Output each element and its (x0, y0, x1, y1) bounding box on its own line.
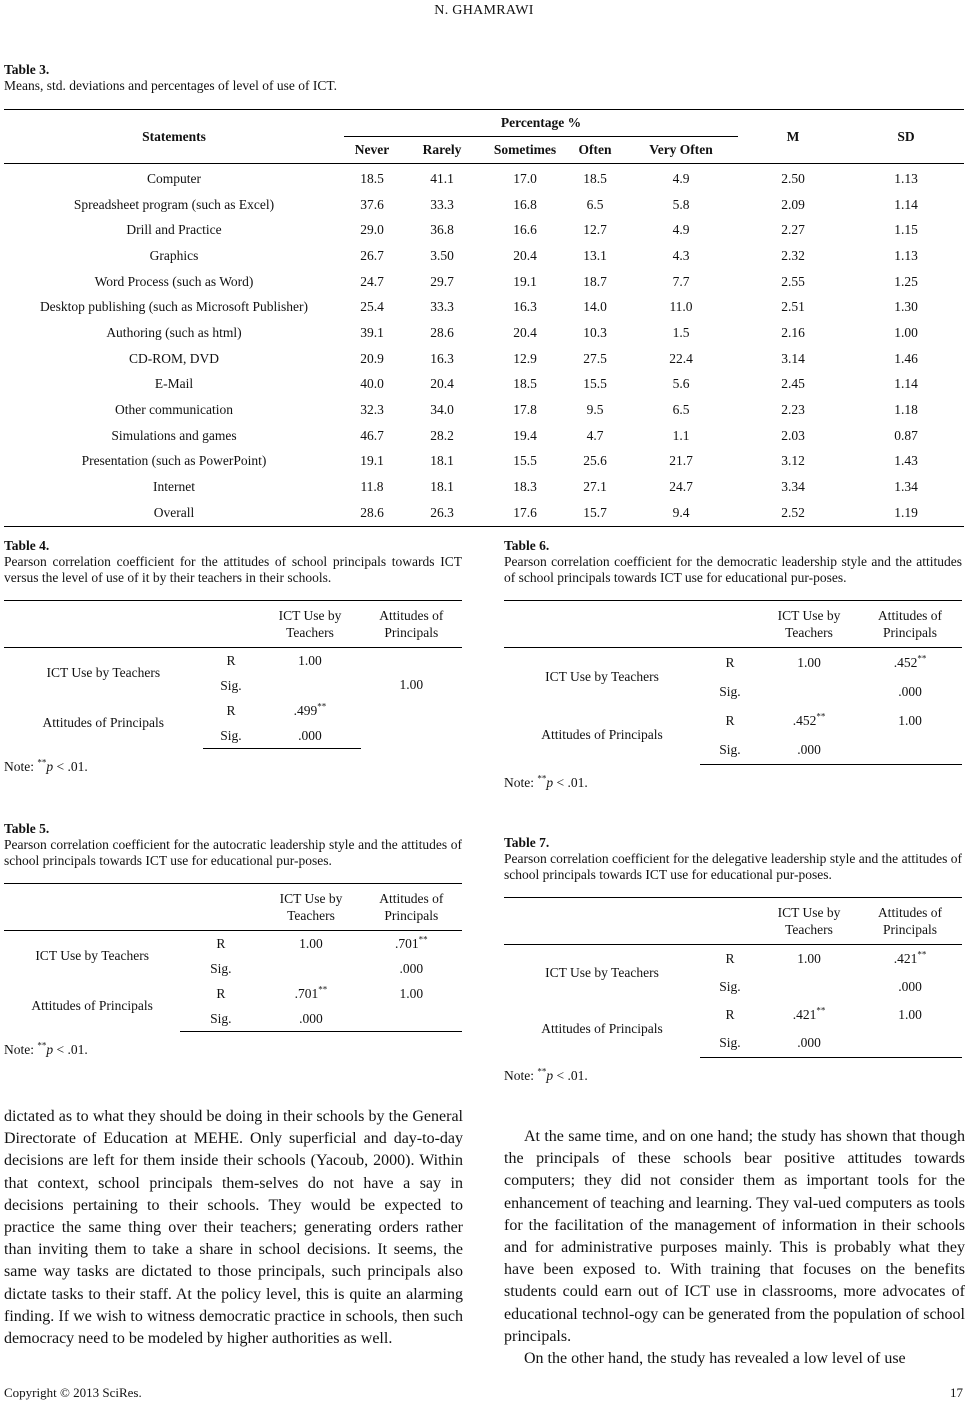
paragraph: On the other hand, the study has revealed a low level of use (524, 1350, 906, 1368)
value-cell: 34.0 (430, 402, 454, 418)
value-cell: 18.1 (430, 453, 454, 469)
value-cell: 5.8 (672, 196, 690, 212)
value-cell: 7.7 (672, 273, 690, 289)
empty-header (203, 601, 260, 648)
value-cell: 9.5 (586, 402, 604, 418)
empty-header (4, 884, 180, 931)
col-attitudes: Attitudes of Principals (361, 601, 462, 648)
value-cell: 6.5 (672, 402, 690, 418)
value-cell: 13.1 (583, 247, 607, 263)
statement-cell: Internet (153, 479, 195, 495)
value-cell: 16.6 (513, 222, 537, 238)
value-cell: 18.5 (513, 376, 537, 392)
value-cell: 16.3 (430, 350, 454, 366)
cell (858, 1029, 962, 1058)
cell: .000 (760, 735, 858, 765)
value-cell: 26.3 (400, 500, 484, 526)
value-cell: 24.7 (360, 273, 384, 289)
table-row (4, 500, 964, 526)
cell: .701** (294, 984, 328, 1001)
stat-sig: Sig. (220, 677, 242, 693)
table-6-grid (504, 600, 962, 765)
cell: .499** (293, 701, 327, 718)
value-cell: 28.2 (430, 427, 454, 443)
table-5 (4, 821, 462, 1058)
value-cell: 20.9 (360, 350, 384, 366)
value-cell: 20.4 (430, 376, 454, 392)
value-cell: 2.52 (738, 500, 848, 526)
cell: .421** (893, 949, 927, 966)
stat-sig: Sig. (719, 683, 741, 699)
value-cell: 29.7 (430, 273, 454, 289)
row-attitudes: Attitudes of Principals (31, 998, 153, 1014)
table-5-note: Note: **p < .01. (4, 1040, 88, 1057)
value-cell: 1.00 (894, 324, 918, 340)
cell: .000 (261, 1006, 360, 1032)
cell: 1.00 (898, 1007, 922, 1022)
col-ict-use: ICT Use by Teachers (760, 601, 858, 648)
value-cell: 1.46 (894, 350, 918, 366)
col-percentage: Percentage % (344, 110, 738, 137)
value-cell: 18.5 (583, 170, 607, 186)
value-cell: 15.5 (583, 376, 607, 392)
statement-cell: Authoring (such as html) (106, 324, 242, 340)
value-cell: 12.9 (513, 350, 537, 366)
row-ict-use: ICT Use by Teachers (545, 965, 659, 980)
cell: .000 (399, 960, 424, 976)
value-cell: 40.0 (360, 376, 384, 392)
value-cell: 11.0 (669, 299, 693, 315)
table-3-caption: Means, std. deviations and percentages of level of use of ICT. (4, 78, 338, 93)
value-cell: 1.25 (894, 273, 918, 289)
paragraph: At the same time, and on one hand; the study has shown that though the principals of these schools bear positive attitudes towards computers; they did not consider them as important tools for the enhancement of teaching and learning. They val-ued computers as tools for the facilitation of the management of information in their schools and for administrative purposes mainly. This is probably what they have been exposed to. With training that focuses on the benefits students could earn out of ICT use in classrooms, more advocates of educational technol-ogy can be generated from the population of school principals. (504, 1128, 965, 1345)
value-cell: 17.6 (484, 500, 566, 526)
cell: .000 (898, 683, 922, 699)
table-4-note: Note: **p < .01. (4, 757, 88, 774)
table-row (4, 294, 964, 320)
table-3-label: Table 3. (4, 62, 50, 77)
value-cell: 29.0 (360, 222, 384, 238)
cell: 1.00 (399, 985, 424, 1001)
cell (261, 956, 360, 981)
body-text-right (504, 1126, 965, 1370)
statement-cell: E-Mail (154, 376, 194, 392)
stat-r: R (226, 702, 236, 718)
value-cell: 33.3 (430, 196, 454, 212)
col-attitudes: Attitudes of Principals (361, 884, 462, 931)
cell: 1.00 (399, 677, 424, 692)
value-cell: 19.1 (360, 453, 384, 469)
table-5-caption: Pearson correlation coefficient for the autocratic leadership style and the attitudes of school principals towards ICT use for educational pur-poses. (4, 837, 462, 868)
value-cell: 4.9 (672, 222, 690, 238)
cell: 1.00 (299, 935, 323, 951)
table-row (4, 192, 964, 218)
value-cell: 4.3 (672, 247, 690, 263)
value-cell: 46.7 (360, 427, 384, 443)
value-cell: 9.4 (624, 500, 738, 526)
stat-r: R (216, 985, 226, 1001)
value-cell: 27.1 (583, 479, 607, 495)
stat-r: R (725, 712, 735, 728)
value-cell: 15.7 (566, 500, 624, 526)
value-cell: 18.5 (360, 170, 384, 186)
table-6-note: Note: **p < .01. (504, 773, 588, 790)
table-row (4, 164, 964, 192)
value-cell: 3.14 (781, 350, 805, 366)
table-5-label: Table 5. (4, 821, 50, 836)
value-cell: 11.8 (360, 479, 384, 495)
cell: 1.00 (797, 951, 821, 966)
statement-cell: Desktop publishing (such as Microsoft Publisher) (39, 299, 309, 315)
empty-header (700, 898, 760, 945)
value-cell: 2.16 (781, 324, 805, 340)
value-cell: 21.7 (669, 453, 693, 469)
table-5-grid (4, 883, 462, 1032)
cell: 1.00 (298, 652, 322, 668)
body-text-left (4, 1106, 463, 1350)
value-cell: 2.45 (781, 376, 805, 392)
value-cell: 6.5 (586, 196, 604, 212)
value-cell: 0.87 (894, 427, 918, 443)
value-cell: 36.8 (430, 222, 454, 238)
table-4-grid (4, 600, 462, 749)
value-cell: 16.3 (513, 299, 537, 315)
col-often: Often (566, 137, 624, 164)
cell: .701** (395, 934, 428, 951)
value-cell: 1.43 (894, 453, 918, 469)
value-cell: 24.7 (669, 479, 693, 495)
value-cell: 5.6 (672, 376, 690, 392)
value-cell: 20.4 (513, 247, 537, 263)
value-cell: 2.09 (781, 196, 805, 212)
empty-header (504, 601, 700, 648)
value-cell: 1.1 (672, 427, 690, 443)
value-cell: 4.9 (672, 170, 690, 186)
value-cell: 33.3 (430, 299, 454, 315)
value-cell: 1.34 (894, 479, 918, 495)
value-cell: 1.30 (894, 299, 918, 315)
value-cell: 1.14 (894, 196, 918, 212)
col-statements: Statements (4, 110, 344, 164)
value-cell: 2.32 (781, 247, 805, 263)
value-cell: 1.18 (894, 402, 918, 418)
value-cell: 22.4 (669, 350, 693, 366)
row-attitudes: Attitudes of Principals (541, 1021, 663, 1037)
value-cell: 3.34 (781, 479, 805, 495)
value-cell: 1.5 (672, 324, 690, 340)
col-never: Never (344, 137, 400, 164)
table-row (4, 372, 964, 398)
stat-sig: Sig. (719, 979, 741, 994)
value-cell: 20.4 (513, 324, 537, 340)
statement-cell: CD-ROM, DVD (128, 350, 219, 366)
value-cell: 17.0 (513, 170, 537, 186)
row-ict-use: ICT Use by Teachers (35, 948, 149, 963)
table-row (4, 474, 964, 500)
cell: 1.00 (797, 654, 821, 670)
table-3-grid (4, 109, 964, 527)
col-sometimes: Sometimes (484, 137, 566, 164)
stat-r: R (226, 652, 236, 668)
value-cell: 37.6 (360, 196, 384, 212)
statement-cell: Other communication (114, 402, 234, 418)
stat-sig: Sig. (700, 1029, 760, 1058)
cell (361, 1006, 462, 1032)
stat-r: R (216, 935, 226, 951)
statement-cell: Spreadsheet program (such as Excel) (73, 196, 275, 212)
cell: 1.00 (898, 712, 922, 728)
table-7-caption: Pearson correlation coefficient for the delegative leadership style and the attitudes of school principals towards ICT use for educational pur-poses. (504, 851, 962, 882)
table-row (4, 217, 964, 243)
statement-cell: Graphics (149, 247, 199, 263)
cell: .452** (792, 711, 826, 728)
cell: .000 (898, 979, 922, 994)
col-sd: SD (848, 110, 964, 164)
statement-cell: Word Process (such as Word) (94, 273, 254, 289)
table-row (4, 346, 964, 372)
value-cell: 18.3 (513, 479, 537, 495)
value-cell: 2.50 (781, 170, 805, 186)
empty-header (504, 898, 700, 945)
table-7-note: Note: **p < .01. (504, 1066, 588, 1083)
col-ict-use: ICT Use by Teachers (259, 601, 360, 648)
stat-r: R (725, 1007, 735, 1022)
value-cell: 2.23 (781, 402, 805, 418)
table-row (4, 449, 964, 475)
statement-cell: Presentation (such as PowerPoint) (81, 453, 267, 469)
table-6-label: Table 6. (504, 538, 550, 553)
row-attitudes: Attitudes of Principals (42, 715, 165, 731)
row-ict-use: ICT Use by Teachers (545, 669, 659, 684)
stat-sig: Sig. (180, 1006, 261, 1032)
cell: .000 (760, 1029, 858, 1058)
table-7-grid (504, 897, 962, 1058)
statement-cell: Overall (4, 500, 344, 526)
col-ict-use: ICT Use by Teachers (760, 898, 858, 945)
value-cell: 19.1 (513, 273, 537, 289)
value-cell: 19.4 (513, 427, 537, 443)
table-row (4, 269, 964, 295)
cell: .421** (792, 1005, 826, 1022)
stat-sig: Sig. (700, 735, 760, 765)
col-attitudes: Attitudes of Principals (858, 898, 962, 945)
cell: .452** (893, 653, 927, 670)
cell: .000 (259, 723, 360, 749)
table-row (4, 243, 964, 269)
value-cell: 1.14 (894, 376, 918, 392)
table-6 (504, 538, 962, 791)
stat-sig: Sig. (210, 960, 232, 976)
value-cell: 2.03 (781, 427, 805, 443)
empty-header (700, 601, 760, 648)
cell (760, 973, 858, 1001)
value-cell: 3.12 (781, 453, 805, 469)
page-number: 17 (950, 1385, 963, 1400)
paragraph: dictated as to what they should be doing in their schools by the General Directorate of Education at MEHE. Only superficial and day-to-day decisions are left for them inside their schools (Yacoub, 2000). Within that context, school principals them-selves do not have a say in decisions pertaining to their schools. They would be expected to practice the same thing over their teachers; generating orders rather than inviting them to take a share in school decisions. It seems, the same way tasks are dictated to those principals, such principals also dictate tasks to their staff. At the policy level, this is quite an alarming finding. If we wish to witness democratic practice in schools, then such democracy need to be modeled by higher authorities as well. (4, 1108, 463, 1348)
table-3 (4, 62, 964, 527)
value-cell: 17.8 (513, 402, 537, 418)
value-cell: 1.13 (894, 170, 918, 186)
table-row (4, 320, 964, 346)
stat-r: R (725, 654, 735, 670)
value-cell: 1.15 (894, 222, 918, 238)
stat-sig: Sig. (203, 723, 260, 749)
footer-copyright: Copyright © 2013 SciRes. (4, 1385, 142, 1400)
table-4-caption: Pearson correlation coefficient for the attitudes of school principals towards ICT versus the level of use of it by their teachers in their schools. (4, 554, 462, 585)
value-cell: 28.6 (344, 500, 400, 526)
value-cell: 41.1 (430, 170, 454, 186)
value-cell: 25.4 (360, 299, 384, 315)
value-cell: 10.3 (583, 324, 607, 340)
value-cell: 1.19 (848, 500, 964, 526)
col-rarely: Rarely (400, 137, 484, 164)
stat-r: R (725, 951, 735, 966)
value-cell: 18.7 (583, 273, 607, 289)
cell (760, 677, 858, 706)
value-cell: 39.1 (360, 324, 384, 340)
row-ict-use: ICT Use by Teachers (46, 665, 161, 680)
value-cell: 14.0 (583, 299, 607, 315)
statement-cell: Simulations and games (111, 427, 237, 443)
value-cell: 2.55 (781, 273, 805, 289)
value-cell: 26.7 (360, 247, 384, 263)
value-cell: 2.27 (781, 222, 805, 238)
table-row (4, 397, 964, 423)
table-row (4, 423, 964, 449)
value-cell: 16.8 (513, 196, 537, 212)
value-cell: 4.7 (586, 427, 604, 443)
statement-cell: Computer (147, 170, 201, 186)
empty-header (180, 884, 261, 931)
value-cell: 2.51 (781, 299, 805, 315)
statement-cell: Drill and Practice (126, 222, 222, 238)
table-4 (4, 538, 462, 775)
running-head: N. GHAMRAWI (434, 3, 534, 18)
col-attitudes: Attitudes of Principals (858, 601, 962, 648)
value-cell: 28.6 (430, 324, 454, 340)
cell (858, 735, 962, 765)
value-cell: 12.7 (583, 222, 607, 238)
value-cell: 3.50 (430, 247, 454, 263)
col-very-often: Very Often (624, 137, 738, 164)
row-attitudes: Attitudes of Principals (541, 727, 663, 743)
cell (361, 698, 462, 749)
value-cell: 18.1 (430, 479, 454, 495)
value-cell: 32.3 (360, 402, 384, 418)
value-cell: 15.5 (513, 453, 537, 469)
col-m: M (738, 110, 848, 164)
value-cell: 1.13 (894, 247, 918, 263)
col-ict-use: ICT Use by Teachers (261, 884, 360, 931)
table-7 (504, 835, 962, 1084)
table-4-label: Table 4. (4, 538, 50, 553)
table-7-label: Table 7. (504, 835, 550, 850)
value-cell: 25.6 (583, 453, 607, 469)
empty-header (4, 601, 203, 648)
cell (259, 673, 360, 698)
value-cell: 27.5 (583, 350, 607, 366)
table-6-caption: Pearson correlation coefficient for the democratic leadership style and the attitudes of school principals towards ICT use for educational pur-poses. (504, 554, 962, 585)
